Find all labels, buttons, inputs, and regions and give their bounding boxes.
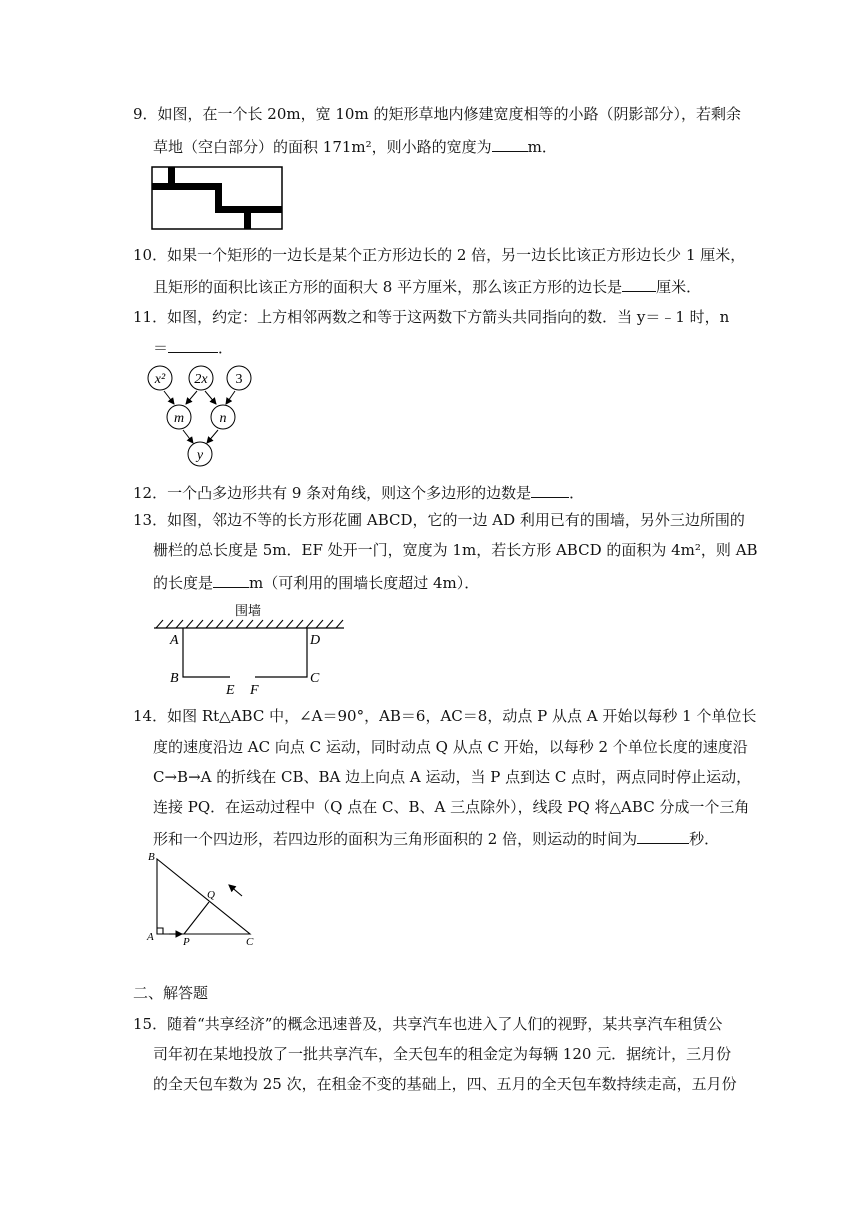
q10-text: 且矩形的面积比该正方形的面积大 8 平方厘米，那么该正方形的边长是 xyxy=(153,278,623,296)
q9-road-vertical-bottom xyxy=(244,206,251,229)
q13-label-E: E xyxy=(226,683,235,696)
section-title-solutions: 二、解答题 xyxy=(133,984,209,1002)
q13-answer-blank xyxy=(213,571,249,588)
q11-figure-arrow-tree xyxy=(145,362,260,470)
q13-wall-label: 围墙 xyxy=(235,603,262,618)
q14-unit: 秒． xyxy=(689,830,720,848)
q12-line-1 xyxy=(133,481,584,503)
q14-line-2: 度的速度沿边 AC 向点 C 运动，同时动点 Q 从点 C 开始，以每秒 2 个单位长度的速度沿 xyxy=(153,738,748,756)
q9-answer-blank xyxy=(492,135,528,152)
q13-label-A: A xyxy=(170,633,179,648)
q14-figure-triangle xyxy=(140,848,270,948)
q11-label-2x: 2x xyxy=(194,372,208,387)
q14-line-1: 14．如图 Rt△ABC 中，∠A＝90°，AB＝6，AC＝8，动点 P 从点 A 开始以每秒 1 个单位长 xyxy=(133,707,757,725)
q13-text: 的长度是 xyxy=(153,574,214,592)
q11-label-y: y xyxy=(196,448,204,463)
q11-label-3: 3 xyxy=(235,372,243,387)
q10-line-2 xyxy=(153,275,701,297)
q12-text: 12．一个凸多边形共有 9 条对角线，则这个多边形的边数是 xyxy=(133,484,532,502)
q15-line-3: 的全天包车数为 25 次，在租金不变的基础上，四、五月的全天包车数持续走高，五月份 xyxy=(153,1075,737,1093)
q13-label-D: D xyxy=(310,633,321,648)
q14-label-A: A xyxy=(147,931,154,943)
q9-road-horizontal-upper xyxy=(152,183,222,190)
q13-line-3 xyxy=(153,571,479,593)
q14-right-angle-mark xyxy=(157,928,163,934)
q14-segment-PQ xyxy=(184,902,209,934)
q15-line-1: 15．随着“共享经济”的概念迅速普及，共享汽车也进入了人们的视野，某共享汽车租赁公 xyxy=(133,1015,723,1033)
q13-wall-hatching xyxy=(156,620,343,628)
q14-label-B: B xyxy=(148,851,155,863)
q12-answer-blank xyxy=(531,481,569,498)
q13-end: m（可利用的围墙长度超过 4m）． xyxy=(249,574,480,592)
q12-end: ． xyxy=(569,484,585,502)
q13-fence xyxy=(183,628,307,677)
q13-line-2: 栅栏的总长度是 5m．EF 处开一门，宽度为 1m，若长方形 ABCD 的面积为 4m²，则 AB xyxy=(153,541,758,559)
q14-line-4: 连接 PQ．在运动过程中（Q 点在 C、B、A 三点除外），线段 PQ 将△ABC 分成一个三角 xyxy=(153,798,750,816)
q11-answer-blank xyxy=(168,336,218,353)
q11-end: ． xyxy=(218,339,234,357)
q14-arrow-Q xyxy=(229,885,242,896)
q13-line-1: 13．如图，邻边不等的长方形花圃 ABCD，它的一边 AD 利用已有的围墙，另外三边所围的 xyxy=(133,511,745,529)
q9-text: 草地（空白部分）的面积 171m²，则小路的宽度为 xyxy=(153,138,492,156)
q11-label-m: m xyxy=(173,411,185,426)
q9-figure-road xyxy=(150,165,286,233)
q11-line-2 xyxy=(153,336,233,358)
q10-unit: 厘米． xyxy=(656,278,702,296)
q13-figure-garden xyxy=(152,598,352,696)
q14-line-3: C→B→A 的折线在 CB、BA 边上向点 A 运动，当 P 点到达 C 点时，两点同时停止运动， xyxy=(153,768,752,786)
q14-label-Q: Q xyxy=(207,889,215,901)
q11-line-1: 11．如图，约定：上方相邻两数之和等于这两数下方箭头共同指向的数．当 y＝﹣1 时，n xyxy=(133,308,730,326)
q15-line-2: 司年初在某地投放了一批共享汽车，全天包车的租金定为每辆 120 元．据统计，三月份 xyxy=(153,1045,732,1063)
q13-label-B: B xyxy=(170,671,179,686)
q9-unit: m． xyxy=(527,138,557,156)
q13-label-C: C xyxy=(310,671,320,686)
q9-road-vertical-top xyxy=(168,167,175,185)
q14-label-C: C xyxy=(246,936,254,948)
q11-text: ＝ xyxy=(153,339,169,357)
q10-line-1: 10．如果一个矩形的一边长是某个正方形边长的 2 倍，另一边长比该正方形边长少 1 厘米， xyxy=(133,246,746,264)
q10-answer-blank xyxy=(622,275,656,292)
q14-answer-blank xyxy=(637,827,689,844)
q11-label-x2: x² xyxy=(154,372,166,387)
q9-line-2 xyxy=(153,135,557,157)
q14-text: 形和一个四边形，若四边形的面积为三角形面积的 2 倍，则运动的时间为 xyxy=(153,830,638,848)
q9-line-1: 9．如图，在一个长 20m，宽 10m 的矩形草地内修建宽度相等的小路（阴影部分），若剩余 xyxy=(133,105,741,123)
q14-line-5 xyxy=(153,827,719,849)
q13-label-F: F xyxy=(250,683,259,696)
q11-label-n: n xyxy=(219,411,227,426)
q14-label-P: P xyxy=(183,936,190,948)
q14-triangle-ABC xyxy=(157,859,250,934)
